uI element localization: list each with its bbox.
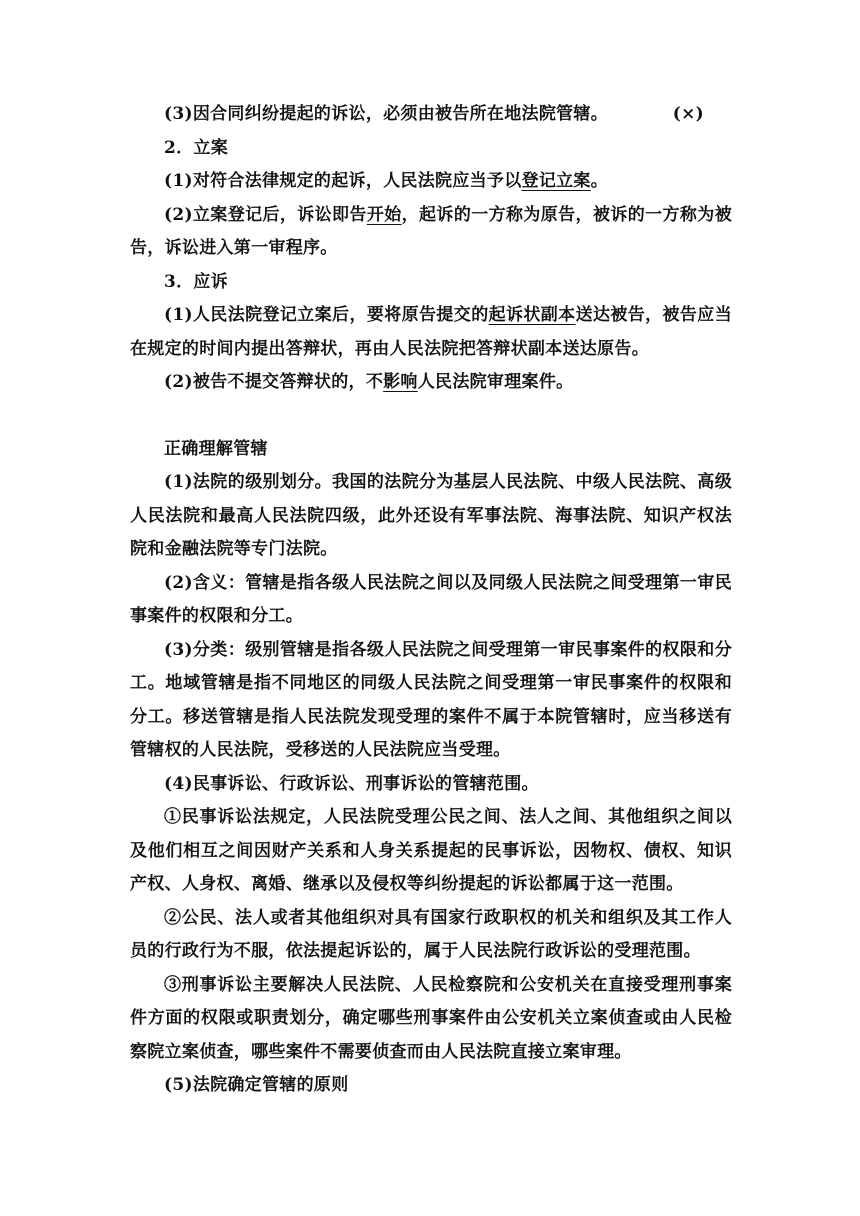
jurisdiction-paragraph-6: ②公民、法人或者其他组织对具有国家行政职权的机关和组织及其工作人员的行政行为不服，依法提起诉讼的，属于人民法院行政诉讼的受理范围。 <box>130 907 732 961</box>
filing-paragraph-2: (2)立案登记后，诉讼即告开始，起诉的一方称为原告，被诉的一方称为被告，诉讼进入第一审程序。 <box>130 204 732 258</box>
response-paragraph-1: (1)人民法院登记立案后，要将原告提交的起诉状副本送达被告，被告应当在规定的时间内提出答辩状，再由人民法院把答辩状副本送达原告。 <box>130 305 733 359</box>
jurisdiction-paragraph-4: (4)民事诉讼、行政诉讼、刑事诉讼的管辖范围。 <box>164 773 539 794</box>
underlined-term: 起诉状副本 <box>488 305 576 325</box>
judgment-line <box>130 98 732 132</box>
underlined-term: 登记立案 <box>521 171 591 191</box>
section-heading-jurisdiction: 正确理解管辖 <box>164 438 268 459</box>
jurisdiction-paragraph-1: (1)法院的级别划分。我国的法院分为基层人民法院、中级人民法院、高级人民法院和最高人民法院四级，此外还设有军事法院、海事法院、知识产权法院和金融法院等专门法院。 <box>130 472 732 559</box>
judgment-statement: (3)因合同纠纷提起的诉讼，必须由被告所在地法院管辖。 <box>164 104 609 124</box>
jurisdiction-paragraph-2: (2)含义：管辖是指各级人民法院之间以及同级人民法院之间受理第一审民事案件的权限和分工。 <box>130 572 732 626</box>
section-heading-response: 3．应诉 <box>164 271 229 292</box>
underlined-term: 开始 <box>366 204 402 225</box>
filing-paragraph-1: (1)对符合法律规定的起诉，人民法院应当予以登记立案。 <box>164 171 609 191</box>
jurisdiction-paragraph-8: (5)法院确定管辖的原则 <box>164 1075 349 1095</box>
response-paragraph-2: (2)被告不提交答辩状的，不影响人民法院审理案件。 <box>164 372 574 392</box>
section-spacer <box>130 400 732 433</box>
jurisdiction-paragraph-5: ①民事诉讼法规定，人民法院受理公民之间、法人之间、其他组织之间以及他们相互之间因财产关系和人身关系提起的民事诉讼，因物权、债权、知识产权、人身权、离婚、继承以及侵权等纠纷提起的诉讼都属于这一范围。 <box>130 807 732 894</box>
jurisdiction-paragraph-7: ③刑事诉讼主要解决人民法院、人民检察院和公安机关在直接受理刑事案件方面的权限或职责划分，确定哪些刑事案件由公安机关立案侦查或由人民检察院立案侦查，哪些案件不需要侦查而由人民法院直接立案审理。 <box>130 974 732 1062</box>
underlined-term: 影响 <box>383 372 418 392</box>
section-heading-filing: 2．立案 <box>164 137 229 158</box>
judgment-mark: (×) <box>672 104 704 124</box>
document-page <box>130 98 732 1103</box>
jurisdiction-paragraph-3: (3)分类：级别管辖是指各级人民法院之间受理第一审民事案件的权限和分工。地域管辖是指不同地区的同级人民法院之间受理第一审民事案件的权限和分工。移送管辖是指人民法院发现受理的案件不属于本院管辖时，应当移送有管辖权的人民法院，受移送的人民法院应当受理。 <box>130 639 732 760</box>
